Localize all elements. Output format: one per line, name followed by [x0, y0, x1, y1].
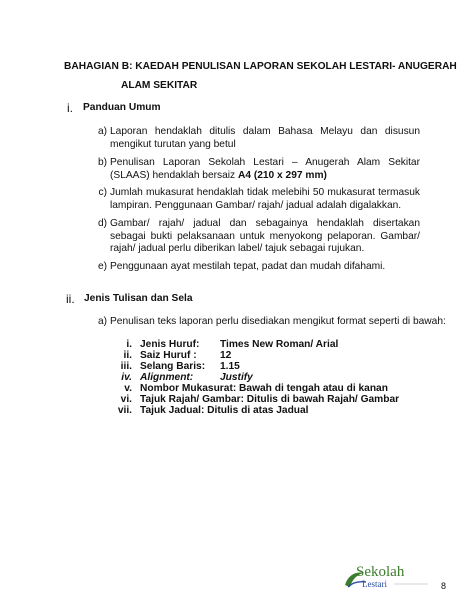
heading-line-2: ALAM SEKITAR [121, 80, 198, 91]
spec-value: Justify [220, 372, 253, 383]
spec-value: 12 [220, 350, 232, 361]
item-letter: a) [97, 316, 107, 327]
section-2-number: ii. [66, 292, 75, 306]
paper-size-emphasis: A4 (210 x 297 mm) [237, 169, 327, 181]
spec-roman: vii. [117, 405, 132, 416]
page-number: 8 [441, 581, 447, 591]
spec-roman: v. [124, 383, 132, 394]
spec-label: Tajuk Jadual: Ditulis di atas Jadual [140, 405, 309, 416]
spec-roman: iii. [120, 361, 132, 372]
section-1-title: Panduan Umum [83, 102, 161, 113]
item-text: Gambar/ rajah/ jadual dan sebagainya hendaklah disertakan sebagai bukti pelaksanaan untuk menyokong pelaporan. Gambar/ rajah/ jadual perlu diberikan label/ tajuk sebagai rujukan. [110, 218, 420, 254]
spec-value: Times New Roman/ Arial [220, 339, 339, 350]
item-text-part: Penulisan Laporan Sekolah Lestari – Anugerah Alam Sekitar (SLAAS) hendaklah bersaiz [110, 157, 420, 181]
spec-label: Alignment: [140, 372, 194, 383]
spec-value: 1.15 [220, 361, 240, 372]
spec-roman: iv. [121, 372, 132, 383]
spec-roman: ii. [123, 350, 132, 361]
item-text: Laporan hendaklah ditulis dalam Bahasa Melayu dan disusun mengikut turutan yang betul [110, 126, 420, 150]
logo-text-lestari: Lestari [362, 579, 387, 589]
spec-roman: vi. [120, 394, 132, 405]
sekolah-lestari-logo-graphic [342, 561, 434, 591]
sekolah-lestari-logo [342, 561, 434, 591]
item-letter: a) [97, 126, 107, 137]
item-text: Penggunaan ayat mestilah tepat, padat dan mudah difahami. [110, 261, 386, 272]
spec-label: Nombor Mukasurat: Bawah di tengah atau di kanan [140, 383, 388, 394]
item-letter: e) [97, 261, 107, 272]
spec-label: Saiz Huruf : [140, 350, 197, 361]
section-1-number: i. [67, 101, 73, 115]
logo-text-sekolah: Sekolah [356, 564, 405, 580]
item-letter: b) [97, 157, 107, 168]
item-letter: c) [98, 187, 107, 198]
item-text: Jumlah mukasurat hendaklah tidak melebihi 50 mukasurat termasuk lampiran. Penggunaan Gambar/ rajah/ jadual adalah digalakkan. [110, 187, 420, 211]
spec-label: Tajuk Rajah/ Gambar: Ditulis di bawah Rajah/ Gambar [140, 394, 400, 405]
spec-label: Selang Baris: [140, 361, 206, 372]
item-letter: d) [97, 218, 107, 229]
heading-line-1: BAHAGIAN B: KAEDAH PENULISAN LAPORAN SEKOLAH LESTARI- ANUGERAH [64, 61, 457, 72]
section-2-title: Jenis Tulisan dan Sela [84, 293, 193, 304]
item-text [110, 157, 420, 182]
spec-label: Jenis Huruf: [140, 339, 200, 350]
spec-roman: i. [126, 339, 132, 350]
item-text: Penulisan teks laporan perlu disediakan mengikut format seperti di bawah: [110, 316, 446, 327]
